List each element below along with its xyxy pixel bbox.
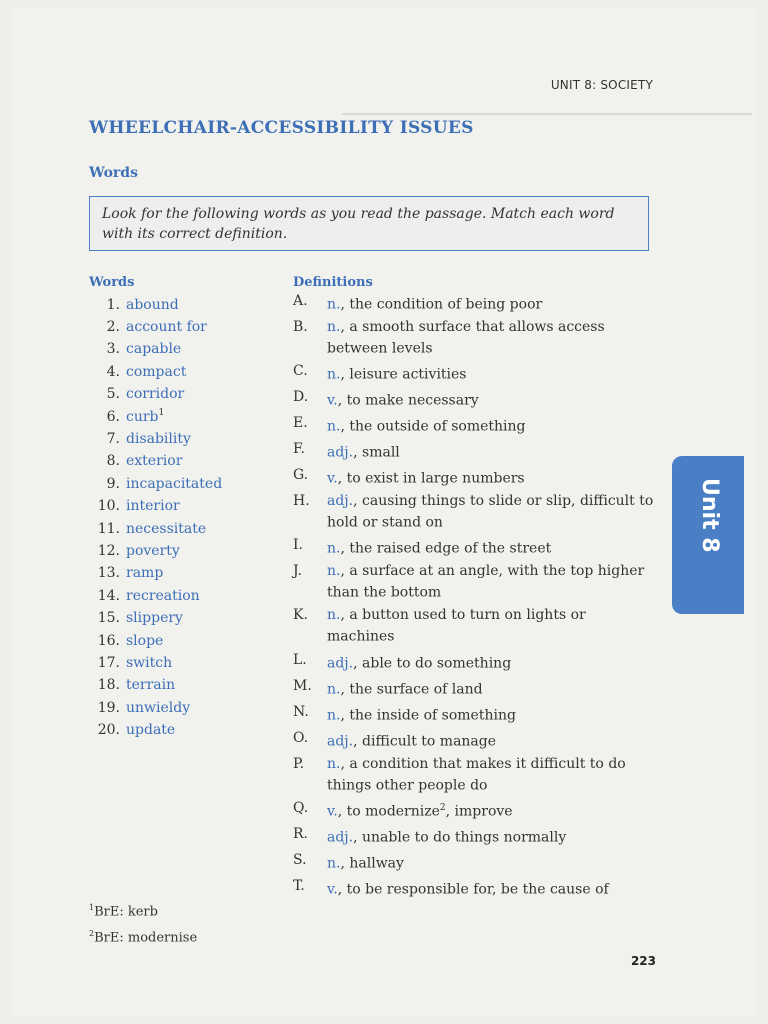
definition-letter: G. bbox=[293, 467, 309, 484]
definition-body: , the condition of being poor bbox=[340, 296, 543, 313]
definition-text bbox=[327, 440, 657, 462]
footnote bbox=[89, 897, 197, 923]
word-term: abound bbox=[126, 296, 179, 313]
word-item bbox=[89, 382, 289, 404]
definition-body: , the raised edge of the street bbox=[340, 541, 552, 558]
part-of-speech: n. bbox=[327, 755, 341, 772]
word-number: 11. bbox=[97, 520, 120, 537]
word-number: 6. bbox=[106, 408, 120, 425]
part-of-speech: n. bbox=[327, 319, 341, 336]
word-item bbox=[89, 516, 289, 538]
word-number: 4. bbox=[106, 363, 120, 380]
word-number: 7. bbox=[106, 431, 120, 447]
definition-letter: Q. bbox=[293, 799, 309, 816]
word-term: curb bbox=[126, 408, 159, 425]
word-term: incapacitated bbox=[126, 475, 223, 492]
definition-letter: B. bbox=[293, 319, 308, 336]
definition-letter: E. bbox=[293, 415, 308, 432]
word-item bbox=[89, 561, 289, 583]
part-of-speech: adj. bbox=[327, 493, 354, 510]
part-of-speech: adj. bbox=[327, 733, 354, 750]
word-term: update bbox=[126, 722, 176, 739]
words-list bbox=[89, 292, 289, 740]
definition-text bbox=[327, 536, 657, 558]
word-number: 5. bbox=[106, 386, 120, 403]
definition-text bbox=[327, 799, 657, 821]
word-item bbox=[89, 538, 289, 560]
word-number: 1. bbox=[106, 296, 120, 313]
definition-item bbox=[293, 729, 673, 751]
word-item bbox=[89, 673, 289, 695]
definition-item bbox=[293, 318, 673, 358]
definition-text bbox=[327, 677, 657, 699]
word-term: slippery bbox=[126, 610, 183, 627]
definition-letter: I. bbox=[293, 537, 303, 554]
footnotes bbox=[89, 897, 197, 950]
definition-body: , a surface at an angle, with the top higher than the bottom bbox=[327, 563, 645, 602]
word-number: 3. bbox=[106, 341, 120, 358]
running-head: UNIT 8: SOCIETY bbox=[550, 78, 653, 92]
definition-body: , able to do something bbox=[353, 655, 512, 672]
definition-body: , the outside of something bbox=[340, 418, 526, 435]
definition-text bbox=[327, 651, 657, 673]
word-term: corridor bbox=[126, 386, 185, 403]
word-item bbox=[89, 292, 289, 314]
definition-body: , unable to do things normally bbox=[353, 829, 567, 846]
word-term: ramp bbox=[126, 565, 164, 582]
words-column-header: Words bbox=[89, 275, 135, 290]
definition-letter: O. bbox=[293, 729, 309, 746]
definition-text bbox=[327, 755, 657, 795]
definition-item bbox=[293, 466, 673, 488]
definition-item bbox=[293, 414, 673, 436]
word-number: 18. bbox=[97, 677, 120, 694]
word-term: switch bbox=[126, 654, 173, 671]
definition-text bbox=[327, 466, 657, 488]
definition-item bbox=[293, 492, 673, 532]
definition-body: , leisure activities bbox=[340, 366, 467, 383]
definition-letter: J. bbox=[293, 563, 302, 580]
part-of-speech: n. bbox=[327, 855, 341, 872]
definition-text bbox=[327, 388, 657, 410]
definition-body: , hallway bbox=[340, 855, 404, 872]
word-item bbox=[89, 359, 289, 381]
word-item bbox=[89, 314, 289, 336]
part-of-speech: n. bbox=[327, 563, 341, 580]
word-number: 10. bbox=[97, 498, 120, 515]
definition-item bbox=[293, 388, 673, 410]
definition-body: , the surface of land bbox=[340, 681, 483, 698]
definition-item bbox=[293, 851, 673, 873]
word-term: slope bbox=[126, 632, 164, 649]
word-item bbox=[89, 471, 289, 493]
part-of-speech: n. bbox=[327, 296, 341, 313]
word-term: recreation bbox=[126, 587, 200, 604]
word-item bbox=[89, 449, 289, 471]
unit-tab bbox=[672, 456, 744, 614]
part-of-speech: v. bbox=[327, 881, 338, 898]
instruction-box: Look for the following words as you read the passage. Match each word with its correct definition. bbox=[89, 196, 649, 251]
definition-item bbox=[293, 292, 673, 314]
footnote bbox=[89, 923, 197, 949]
definition-text bbox=[327, 414, 657, 436]
definition-body: , a smooth surface that allows access between levels bbox=[327, 319, 605, 357]
word-item bbox=[89, 695, 289, 717]
definition-text bbox=[327, 318, 657, 358]
definition-letter: H. bbox=[293, 493, 310, 510]
part-of-speech: n. bbox=[327, 681, 341, 698]
part-of-speech: v. bbox=[327, 392, 338, 409]
word-number: 14. bbox=[97, 587, 120, 604]
part-of-speech: v. bbox=[327, 470, 338, 487]
footnote-text: BrE: kerb bbox=[94, 904, 158, 920]
definition-item bbox=[293, 536, 673, 558]
footnote-mark: 2 bbox=[89, 929, 95, 939]
word-item bbox=[89, 426, 289, 448]
word-term: compact bbox=[126, 363, 187, 380]
definition-letter: D. bbox=[293, 389, 309, 406]
word-term: unwieldy bbox=[126, 699, 191, 716]
footnote-mark: 1 bbox=[89, 903, 95, 912]
word-term: terrain bbox=[126, 677, 176, 694]
definition-text bbox=[327, 729, 657, 751]
page-number: 223 bbox=[630, 954, 656, 968]
definition-item bbox=[293, 877, 673, 899]
definition-text bbox=[327, 703, 657, 725]
word-term: account for bbox=[126, 319, 207, 336]
definition-letter: N. bbox=[293, 703, 309, 720]
definition-text bbox=[327, 562, 657, 602]
definition-text bbox=[327, 292, 657, 314]
definition-body: , to be responsible for, be the cause of bbox=[337, 881, 609, 898]
part-of-speech: adj. bbox=[327, 444, 354, 461]
definition-text bbox=[327, 362, 657, 384]
definitions-column-header: Definitions bbox=[293, 275, 373, 290]
definition-letter: S. bbox=[293, 851, 307, 868]
part-of-speech: adj. bbox=[327, 829, 354, 846]
definition-item bbox=[293, 651, 673, 673]
word-number: 16. bbox=[97, 632, 120, 649]
word-number: 15. bbox=[97, 610, 120, 627]
definition-item bbox=[293, 825, 673, 847]
definition-text bbox=[327, 492, 657, 532]
definition-item bbox=[293, 562, 673, 602]
definition-letter: A. bbox=[293, 293, 308, 309]
definition-tail: , improve bbox=[445, 803, 513, 820]
definition-body: , causing things to slide or slip, difficult to hold or stand on bbox=[327, 493, 654, 531]
part-of-speech: n. bbox=[327, 366, 341, 383]
definition-letter: T. bbox=[293, 877, 305, 894]
definitions-list bbox=[293, 292, 673, 903]
word-number: 12. bbox=[97, 542, 120, 559]
word-term: capable bbox=[126, 341, 182, 358]
definition-item bbox=[293, 703, 673, 725]
definition-letter: R. bbox=[293, 825, 308, 842]
word-item bbox=[89, 337, 289, 359]
unit-tab-label: Unit 8 bbox=[697, 478, 722, 553]
definition-letter: K. bbox=[293, 607, 308, 624]
definition-text bbox=[327, 606, 657, 646]
word-number: 19. bbox=[97, 699, 120, 716]
definition-letter: L. bbox=[293, 651, 307, 668]
part-of-speech: v. bbox=[327, 803, 338, 820]
word-item bbox=[89, 650, 289, 672]
definition-letter: C. bbox=[293, 363, 308, 380]
word-number: 9. bbox=[106, 475, 120, 492]
definition-body: , to exist in large numbers bbox=[337, 470, 525, 487]
section-heading: Words bbox=[89, 165, 138, 181]
word-term: necessitate bbox=[126, 520, 207, 537]
definition-item bbox=[293, 677, 673, 699]
word-term: exterior bbox=[126, 453, 183, 470]
footnote-marker: 1 bbox=[158, 407, 165, 418]
part-of-speech: n. bbox=[327, 607, 341, 624]
definition-letter: F. bbox=[293, 441, 305, 458]
definition-item bbox=[293, 755, 673, 795]
footnote-text: BrE: modernise bbox=[94, 930, 198, 946]
part-of-speech: n. bbox=[327, 541, 341, 558]
word-item bbox=[89, 583, 289, 605]
word-item bbox=[89, 404, 289, 426]
definition-body: , to make necessary bbox=[337, 392, 479, 409]
word-item bbox=[89, 494, 289, 516]
part-of-speech: n. bbox=[327, 707, 341, 724]
definition-item bbox=[293, 799, 673, 821]
definition-body: , small bbox=[353, 444, 400, 461]
part-of-speech: adj. bbox=[327, 655, 354, 672]
definition-body: , a button used to turn on lights or machines bbox=[327, 607, 586, 646]
word-number: 8. bbox=[106, 453, 120, 470]
definition-letter: M. bbox=[293, 677, 312, 694]
part-of-speech: n. bbox=[327, 418, 341, 435]
word-number: 17. bbox=[97, 654, 120, 671]
definition-item bbox=[293, 606, 673, 646]
definition-item bbox=[293, 362, 673, 384]
word-term: interior bbox=[126, 498, 180, 515]
footnote-marker: 2 bbox=[439, 802, 446, 813]
definition-item bbox=[293, 440, 673, 462]
word-number: 13. bbox=[97, 565, 120, 582]
word-number: 20. bbox=[97, 722, 120, 739]
word-term: poverty bbox=[126, 542, 180, 559]
definition-text bbox=[327, 825, 657, 847]
word-item bbox=[89, 628, 289, 650]
definition-text bbox=[327, 877, 657, 899]
page-title: WHEELCHAIR-ACCESSIBILITY ISSUES bbox=[89, 118, 474, 138]
definition-text bbox=[327, 851, 657, 873]
definition-body: , to modernize bbox=[337, 803, 440, 820]
definition-letter: P. bbox=[293, 755, 305, 772]
word-item bbox=[89, 717, 289, 739]
word-term: disability bbox=[126, 431, 191, 447]
word-number: 2. bbox=[106, 319, 120, 336]
definition-body: , a condition that makes it difficult to do things other people do bbox=[327, 755, 626, 794]
definition-body: , the inside of something bbox=[340, 707, 516, 724]
definition-body: , difficult to manage bbox=[353, 733, 497, 750]
word-item bbox=[89, 605, 289, 627]
bleed-through-texture: ▁▁▁▁▁▁▁▁▁▁▁▁▁▁▁▁▁▁▁▁▁▁▁▁▁▁▁▁▁▁▁▁▁▁▁▁▁▁▁▁▁ bbox=[342, 101, 752, 116]
